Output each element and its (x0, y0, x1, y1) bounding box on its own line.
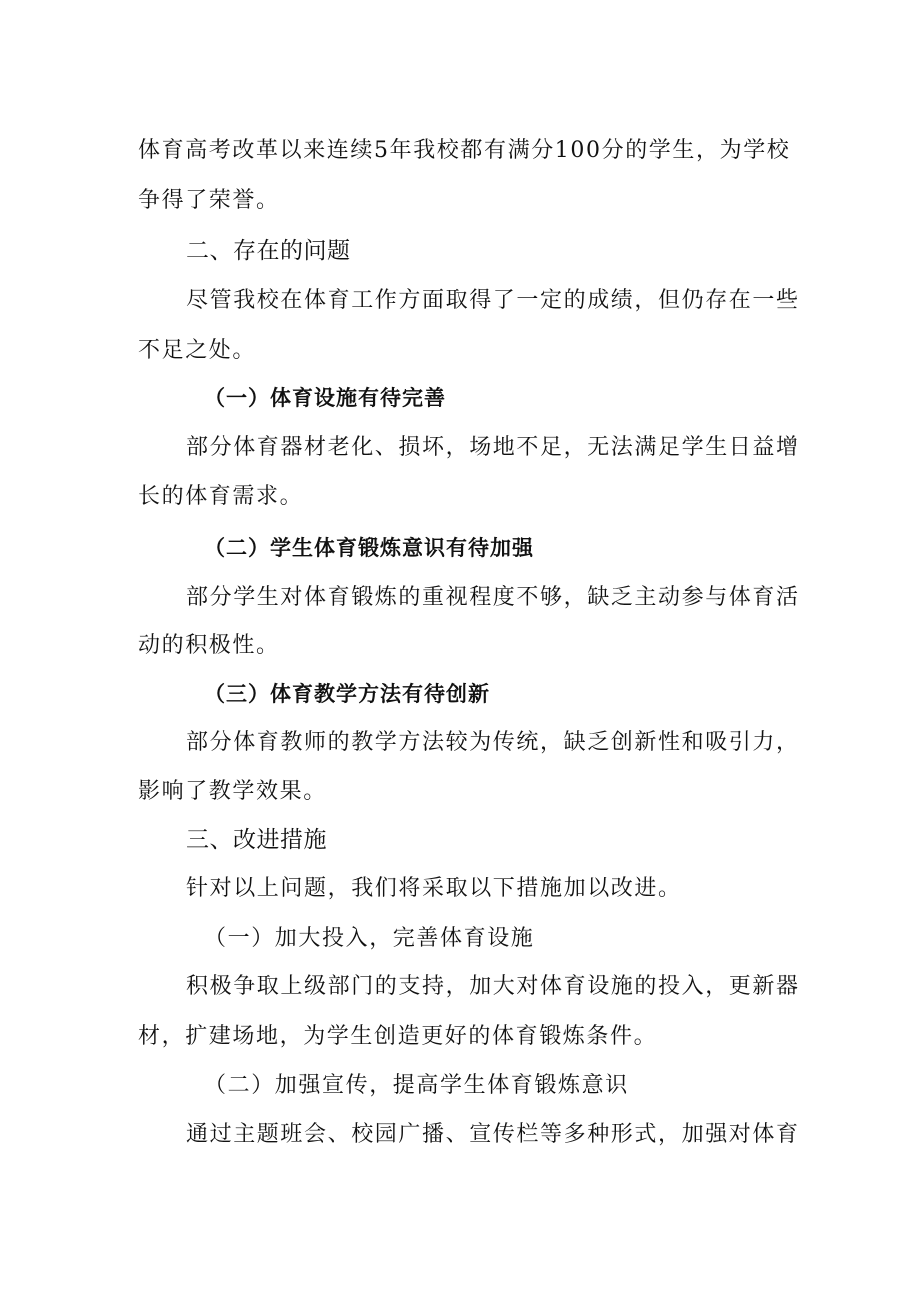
section-heading-measures: 三、改进措施 (186, 827, 327, 853)
paragraph-line: 通过主题班会、校园广播、宣传栏等多种形式，加强对体育 (186, 1122, 800, 1147)
paragraph-line: 不足之处。 (138, 338, 257, 363)
paragraph-line: 材，扩建场地，为学生创造更好的体育锻炼条件。 (138, 1024, 658, 1049)
paragraph-line: 体育高考改革以来连续5年我校都有满分100分的学生，为学校 (138, 138, 791, 163)
paragraph-line: 影响了教学效果。 (138, 779, 327, 804)
paragraph-line: 长的体育需求。 (138, 484, 304, 509)
paragraph-line: 部分体育器材老化、损坏，场地不足，无法满足学生日益增 (186, 435, 800, 460)
paragraph-line: 针对以上问题，我们将采取以下措施加以改进。 (186, 876, 682, 901)
subheading-publicity: （二）加强宣传，提高学生体育锻炼意识 (204, 1073, 629, 1098)
section-heading-problems: 二、存在的问题 (186, 238, 351, 264)
paragraph-line: 争得了荣誉。 (138, 188, 280, 213)
subheading-teaching: （三）体育教学方法有待创新 (204, 682, 490, 706)
paragraph-line: 尽管我校在体育工作方面取得了一定的成绩，但仍存在一些 (186, 288, 800, 313)
paragraph-line: 积极争取上级部门的支持，加大对体育设施的投入，更新器 (186, 974, 800, 999)
subheading-facilities: （一）体育设施有待完善 (204, 386, 446, 410)
paragraph-line: 动的积极性。 (138, 633, 280, 658)
paragraph-line: 部分体育教师的教学方法较为传统，缺乏创新性和吸引力， (186, 730, 800, 755)
paragraph-line: 部分学生对体育锻炼的重视程度不够，缺乏主动参与体育活 (186, 585, 800, 610)
subheading-investment: （一）加大投入，完善体育设施 (204, 926, 535, 951)
subheading-awareness: （二）学生体育锻炼意识有待加强 (204, 536, 534, 560)
